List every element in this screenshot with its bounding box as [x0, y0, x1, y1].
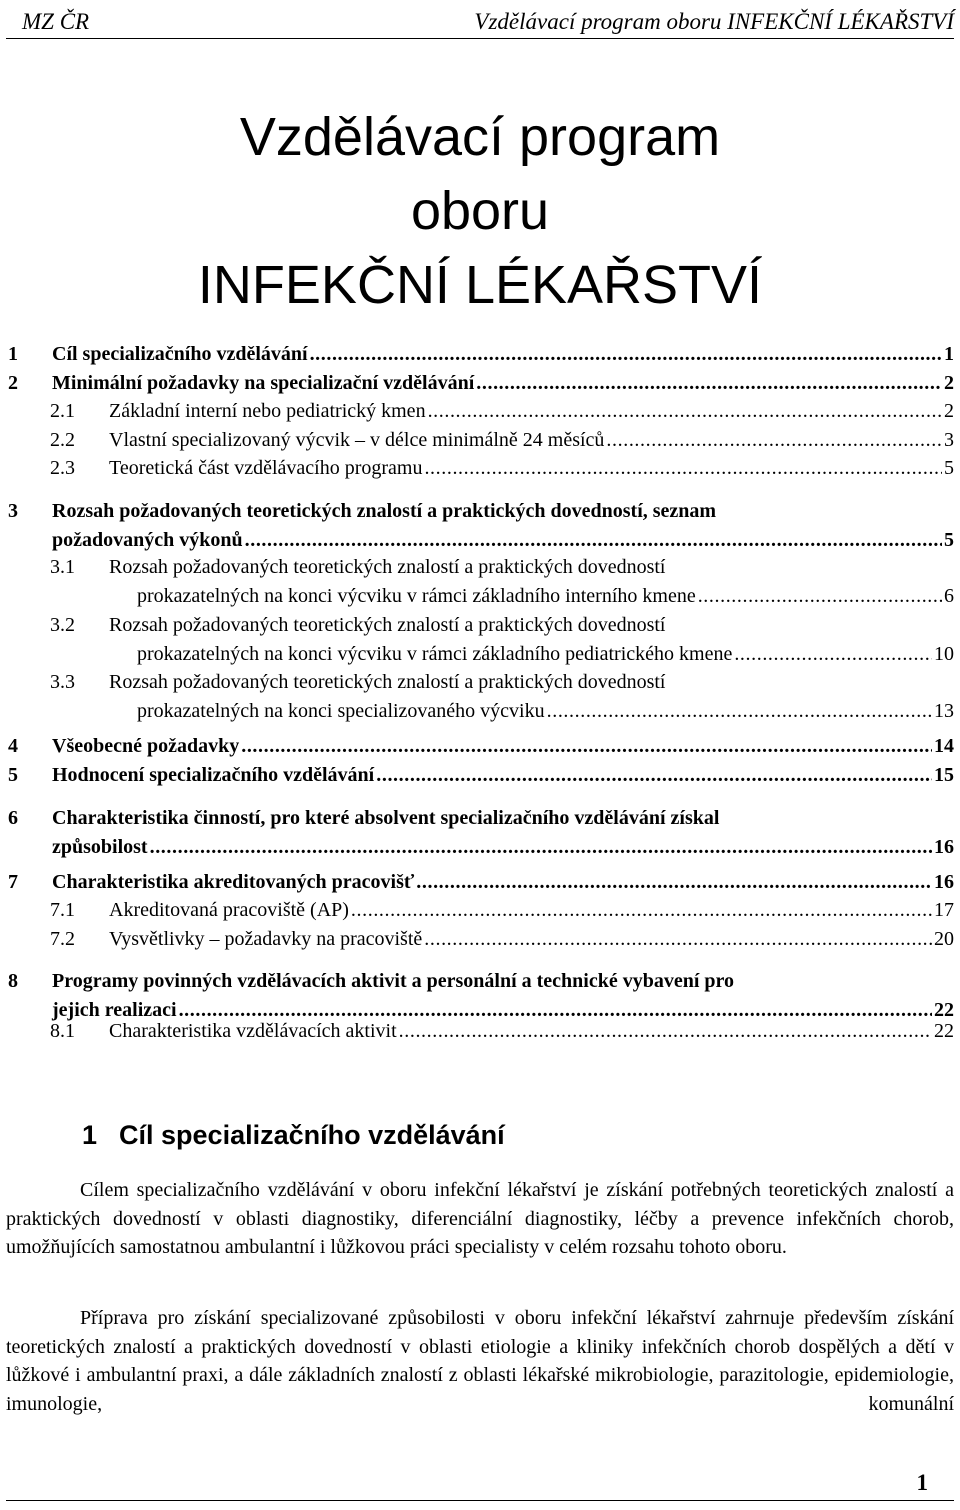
toc-entry-page: 22	[934, 1020, 954, 1042]
toc-entry-number: 4	[8, 735, 18, 757]
toc-entry-title: Rozsah požadovaných teoretických znalostí a praktických dovedností	[109, 556, 666, 578]
toc-entry-title: prokazatelných na konci výcviku v rámci základního pediatrického kmene	[137, 642, 733, 665]
toc-entry-title: Rozsah požadovaných teoretických znalostí a praktických dovedností, seznam	[52, 500, 717, 522]
toc-dot-leader	[376, 761, 932, 790]
toc-entry-title: jejich realizaci	[52, 998, 177, 1021]
toc-entry-number: 1	[8, 343, 18, 365]
document-title-line-3: INFEKČNÍ LÉKAŘSTVÍ	[197, 255, 763, 315]
toc-entry-title: Cíl specializačního vzdělávání	[52, 343, 308, 365]
toc-entry-page: 5	[944, 528, 954, 551]
toc-entry-number: 7	[8, 871, 18, 893]
toc-entry-page: 22	[934, 998, 954, 1021]
toc-entry-number: 3	[8, 500, 18, 522]
toc-entry-title: Minimální požadavky na specializační vzdělávání	[52, 372, 475, 394]
toc-entry-page: 16	[934, 871, 954, 893]
toc-dot-leader	[698, 582, 942, 611]
toc-entry-number: 8.1	[50, 1020, 75, 1042]
footer-rule	[6, 1500, 954, 1501]
header-document-title: Vzdělávací program oboru INFEKČNÍ LÉKAŘSTVÍ	[474, 9, 954, 34]
header-ministry: MZ ČR	[22, 9, 90, 34]
toc-dot-leader	[424, 454, 942, 483]
toc-entry-title: Základní interní nebo pediatrický kmen	[109, 400, 426, 422]
paragraph-preparation: Příprava pro získání specializované způsobilosti v oboru infekční lékařství zahrnuje především získání teoretických znalostí a praktických dovedností v oblasti etiologie a kliniky infekčních chorob dospělých a dětí v lůžkové i ambulantní praxi, a dále základních znalostí z oblasti lékařské mikrobiologie, parazitologie, epidemiologie, imunologie, komunální	[6, 1307, 954, 1415]
toc-entry-page: 3	[944, 429, 954, 451]
toc-entry-title: Charakteristika akreditovaných pracovišť	[52, 871, 415, 893]
toc-entry-page: 2	[944, 400, 954, 422]
toc-entry[interactable]	[0, 369, 960, 398]
toc-entry[interactable]	[0, 732, 960, 761]
toc-dot-leader	[245, 526, 942, 555]
toc-dot-leader	[150, 833, 932, 862]
toc-entry[interactable]	[0, 611, 960, 668]
toc-entry[interactable]	[0, 340, 960, 369]
toc-entry[interactable]	[0, 553, 960, 610]
toc-entry[interactable]	[0, 804, 960, 861]
toc-entry-number: 3.1	[50, 556, 75, 578]
toc-entry-title: prokazatelných na konci výcviku v rámci základního interního kmene	[137, 584, 696, 607]
toc-entry-title: Vlastní specializovaný výcvik – v délce minimálně 24 měsíců	[109, 429, 605, 451]
toc-entry[interactable]	[0, 397, 960, 426]
toc-entry[interactable]	[0, 896, 960, 925]
toc-entry-page: 17	[934, 899, 954, 921]
toc-entry-page: 15	[934, 764, 954, 786]
toc-entry-number: 2.3	[50, 457, 75, 479]
section-title: Cíl specializačního vzdělávání	[119, 1120, 505, 1150]
toc-entry-title: požadovaných výkonů	[52, 528, 243, 551]
toc-entry-title: Charakteristika vzdělávacích aktivit	[109, 1020, 397, 1042]
toc-entry-title: Programy povinných vzdělávacích aktivit a personální a technické vybavení pro	[52, 970, 735, 992]
page-header	[6, 4, 954, 39]
toc-entry-page: 20	[934, 928, 954, 950]
toc-entry-page: 16	[934, 835, 954, 858]
toc-dot-leader	[399, 1017, 932, 1046]
toc-entry-title: Hodnocení specializačního vzdělávání	[52, 764, 375, 786]
toc-dot-leader	[351, 896, 932, 925]
toc-entry[interactable]	[0, 925, 960, 954]
toc-entry-number: 2.1	[50, 400, 75, 422]
toc-dot-leader	[241, 732, 932, 761]
toc-entry[interactable]	[0, 454, 960, 483]
toc-entry[interactable]	[0, 761, 960, 790]
toc-entry-number: 2	[8, 372, 18, 394]
toc-dot-leader	[476, 369, 942, 398]
toc-dot-leader	[606, 426, 942, 455]
toc-entry-number: 6	[8, 807, 18, 829]
toc-entry-number: 5	[8, 764, 18, 786]
toc-dot-leader	[428, 397, 942, 426]
toc-entry-page: 2	[944, 372, 954, 394]
toc-entry-title: Vysvětlivky – požadavky na pracoviště	[109, 928, 423, 950]
toc-entry[interactable]	[0, 426, 960, 455]
toc-entry[interactable]	[0, 1017, 960, 1046]
toc-dot-leader	[424, 925, 932, 954]
toc-entry[interactable]	[0, 668, 960, 725]
paragraph-goal: Cílem specializačního vzdělávání v oboru infekční lékařství je získání potřebných teoretických znalostí a praktických dovedností v oblasti diagnostiky, diferenciální diagnostiky, léčby a prevence infekčních chorob, umožňujících samostatnou ambulantní i lůžkovou práci specialisty v celém rozsahu tohoto oboru.	[6, 1179, 954, 1259]
toc-entry-number: 7.2	[50, 928, 75, 950]
toc-entry-page: 10	[934, 642, 954, 665]
document-title	[0, 100, 960, 322]
toc-entry-title: Rozsah požadovaných teoretických znalostí a praktických dovedností	[109, 614, 666, 636]
toc-entry-title: Akreditovaná pracoviště (AP)	[109, 899, 349, 921]
toc-entry-page: 6	[944, 584, 954, 607]
toc-entry-title: Charakteristika činností, pro které absolvent specializačního vzdělávání získal	[52, 807, 720, 829]
toc-dot-leader	[416, 868, 932, 897]
toc-dot-leader	[547, 697, 932, 726]
section-heading	[82, 1115, 505, 1155]
toc-entry-title: Všeobecné požadavky	[52, 735, 240, 757]
toc-entry-title: způsobilost	[52, 835, 148, 858]
toc-entry-title: prokazatelných na konci specializovaného výcviku	[137, 699, 545, 722]
toc-dot-leader	[310, 340, 942, 369]
toc-entry-number: 8	[8, 970, 18, 992]
toc-entry-number: 7.1	[50, 899, 75, 921]
toc-dot-leader	[734, 640, 932, 669]
toc-entry-page: 1	[944, 343, 954, 365]
document-title-line-2: oboru	[410, 181, 550, 241]
page-number: 1	[916, 1470, 928, 1495]
toc-entry-number: 2.2	[50, 429, 75, 451]
section-number: 1	[82, 1120, 98, 1150]
document-title-line-1: Vzdělávací program	[239, 107, 721, 167]
toc-entry[interactable]	[0, 868, 960, 897]
toc-entry-number: 3.3	[50, 671, 75, 693]
toc-entry[interactable]	[0, 497, 960, 554]
toc-entry-page: 13	[934, 699, 954, 722]
toc-entry-title: Teoretická část vzdělávacího programu	[109, 457, 423, 479]
toc-entry-page: 5	[944, 457, 954, 479]
toc-entry-number: 3.2	[50, 614, 75, 636]
toc-entry-title: Rozsah požadovaných teoretických znalostí a praktických dovedností	[109, 671, 666, 693]
toc-entry-page: 14	[934, 735, 954, 757]
toc-entry[interactable]	[0, 967, 960, 1024]
